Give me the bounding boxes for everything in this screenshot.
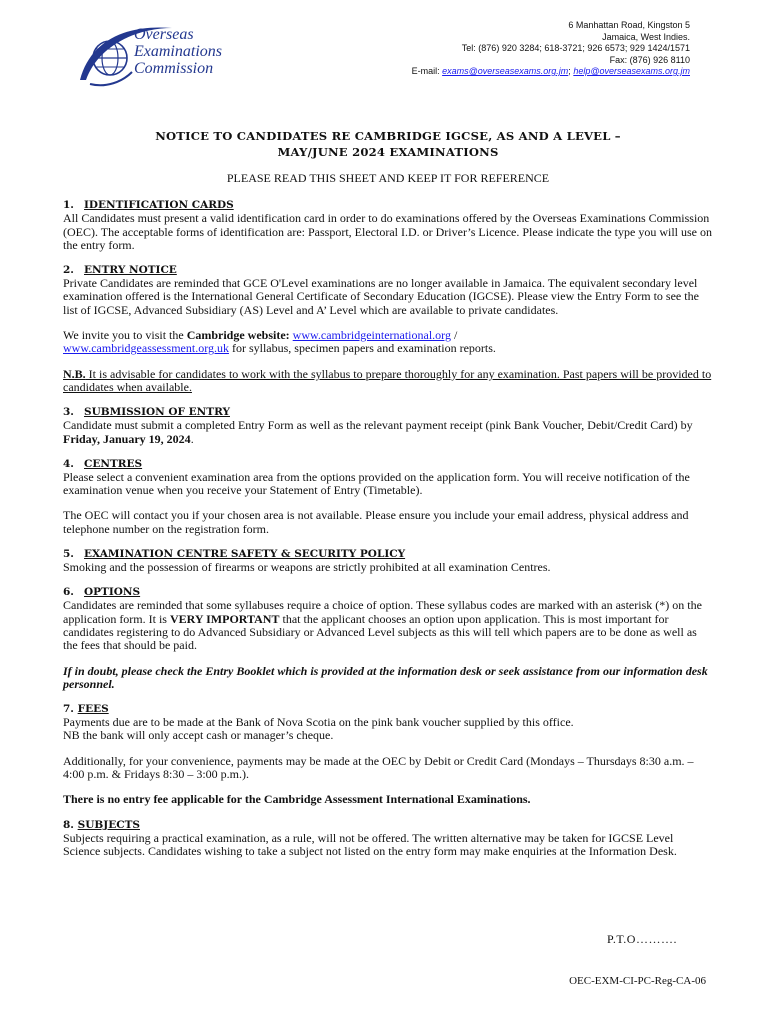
- section-submission-of-entry: [63, 406, 713, 446]
- section-number: 4.: [63, 457, 74, 470]
- section-entry-notice: [63, 264, 713, 394]
- address-line-2: Jamaica, West Indies.: [602, 31, 690, 42]
- section-paragraph: All Candidates must present a valid identification card in order to do examinations offered by the Overseas Examinations Commission (OEC). The acceptable forms of identification are: Passport, Electoral I.D. or Driver’s Licence. Please indicate the type you will use on the entry form.: [63, 211, 713, 252]
- section-paragraph: Smoking and the possession of firearms or weapons are strictly prohibited at all examination Centres.: [63, 560, 551, 575]
- no-entry-fee-note: There is no entry fee applicable for the Cambridge Assessment International Examinations.: [63, 792, 531, 807]
- section-centres: [63, 458, 713, 536]
- section-paragraph: Candidate must submit a completed Entry Form as well as the relevant payment receipt (pink Bank Voucher, Debit/Credit Card) by Friday, January 19, 2024.: [63, 418, 693, 446]
- section-number: 3.: [63, 406, 74, 419]
- entry-booklet-note: If in doubt, please check the Entry Booklet which is provided at the information desk or seek assistance from our information desk personnel.: [63, 663, 708, 691]
- email-link-exams[interactable]: exams@overseasexams.org.jm: [442, 66, 569, 76]
- website-label: Cambridge website:: [186, 328, 290, 343]
- section-paragraph: Candidates are reminded that some syllabuses require a choice of option. These syllabus codes are marked with an asterisk (*) on the application form. It is VERY IMPORTANT that the applicant chooses an option upon application. This is most important for candidates registering to do Advanced Subsidiary or Advanced Level subjects as this will tell which papers are to be done as well as the fees that should be paid.: [63, 598, 702, 653]
- section-paragraph: Payments due are to be made at the Bank of Nova Scotia on the pink bank voucher supplied by this office.: [63, 715, 574, 730]
- telephone-line: Tel: (876) 920 3284; 618-3721; 926 6573; 929 1424/1571: [461, 43, 690, 53]
- section-heading: SUBMISSION OF ENTRY: [84, 406, 230, 419]
- logo-wordmark: [134, 26, 222, 77]
- contact-address-block: [412, 20, 690, 78]
- section-heading: EXAMINATION CENTRE SAFETY & SECURITY POLICY: [84, 548, 406, 561]
- email-separator: ;: [568, 66, 574, 76]
- section-paragraph: Private Candidates are reminded that GCE O'Level examinations are no longer available in Jamaica. The equivalent secondary level examination offered is the International General Certificate of Secondary Education (IGCSE). Please view the Entry Form to see the list of IGCSE, Advanced Subsidiary (AS) Level and A’ Level which are available to private candidates.: [63, 276, 699, 317]
- section-heading: IDENTIFICATION CARDS: [84, 199, 234, 212]
- email-link-help[interactable]: help@overseasexams.org.jm: [573, 66, 690, 76]
- website-invite: We invite you to visit the Cambridge website: www.cambridgeinternational.org / www.cambridgeassessment.org.uk for syllabus, specimen papers and examination reports.: [63, 328, 496, 356]
- section-options: [63, 586, 713, 691]
- document-code: OEC-EXM-CI-PC-Reg-CA-06: [569, 975, 706, 987]
- notice-title-line-2: MAY/JUNE 2024 EXAMINATIONS: [277, 145, 499, 159]
- section-number: 6.: [63, 586, 74, 599]
- emphasis-very-important: VERY IMPORTANT: [169, 611, 280, 626]
- notice-body: [63, 128, 713, 858]
- section-safety-policy: [63, 548, 713, 574]
- section-fees: [63, 703, 713, 806]
- notice-subtitle: PLEASE READ THIS SHEET AND KEEP IT FOR REFERENCE: [226, 171, 550, 185]
- notice-title-line-1: NOTICE TO CANDIDATES RE CAMBRIDGE IGCSE, AS AND A LEVEL –: [155, 129, 621, 143]
- nb-label: N.B.: [63, 366, 86, 381]
- logo-line-1: Overseas: [134, 26, 194, 43]
- section-identification-cards: [63, 199, 713, 252]
- nb-note: N.B. It is advisable for candidates to work with the syllabus to prepare thoroughly for any examination. Past papers will be provided to candidates when available.: [63, 366, 712, 394]
- section-number: 2.: [63, 264, 74, 277]
- cambridge-assessment-link[interactable]: www.cambridgeassessment.org.uk: [63, 341, 229, 356]
- email-label: E-mail:: [411, 66, 443, 76]
- section-heading: SUBJECTS: [77, 818, 140, 831]
- section-paragraph: Additionally, for your convenience, payments may be made at the OEC by Debit or Credit Card (Mondays – Thursdays 8:30 a.m. – 4:00 p.m. & Fridays 8:30 – 3:00 p.m.).: [63, 753, 694, 782]
- section-heading: CENTRES: [84, 457, 143, 470]
- fax-line: Fax: (876) 926 8110: [609, 54, 690, 65]
- section-paragraph: The OEC will contact you if your chosen area is not available. Please ensure you include your email address, physical address and telephone number on the registration form.: [63, 508, 689, 536]
- oec-logo: [76, 22, 276, 94]
- section-number: 7.: [63, 703, 74, 716]
- section-paragraph: NB the bank will only accept cash or manager’s cheque.: [63, 728, 334, 743]
- section-paragraph: Please select a convenient examination area from the options provided on the application form. You will receive notification of the examination venue when you receive your Statement of Entry (Timetable).: [63, 469, 690, 498]
- section-heading: FEES: [77, 703, 109, 716]
- email-line: [412, 66, 690, 78]
- address-line-1: 6 Manhattan Road, Kingston 5: [568, 20, 690, 30]
- section-paragraph: Subjects requiring a practical examination, as a rule, will not be offered. The written alternative may be taken for IGCSE Level Science subjects. Candidates wishing to take a subject not listed on the entry form may make enquiries at the Information Desk.: [63, 830, 677, 858]
- section-heading: OPTIONS: [84, 586, 141, 599]
- section-number: 1.: [63, 199, 74, 212]
- deadline-date: Friday, January 19, 2024: [63, 431, 191, 446]
- logo-line-2: Examinations: [134, 43, 222, 60]
- section-heading: ENTRY NOTICE: [84, 264, 177, 277]
- section-number: 8.: [63, 818, 74, 831]
- cambridge-international-link[interactable]: www.cambridgeinternational.org: [292, 328, 451, 343]
- section-subjects: [63, 819, 713, 859]
- notice-title: [63, 128, 713, 160]
- please-turn-over: P.T.O……….: [607, 932, 677, 946]
- logo-line-3: Commission: [134, 60, 214, 77]
- section-number: 5.: [63, 548, 74, 561]
